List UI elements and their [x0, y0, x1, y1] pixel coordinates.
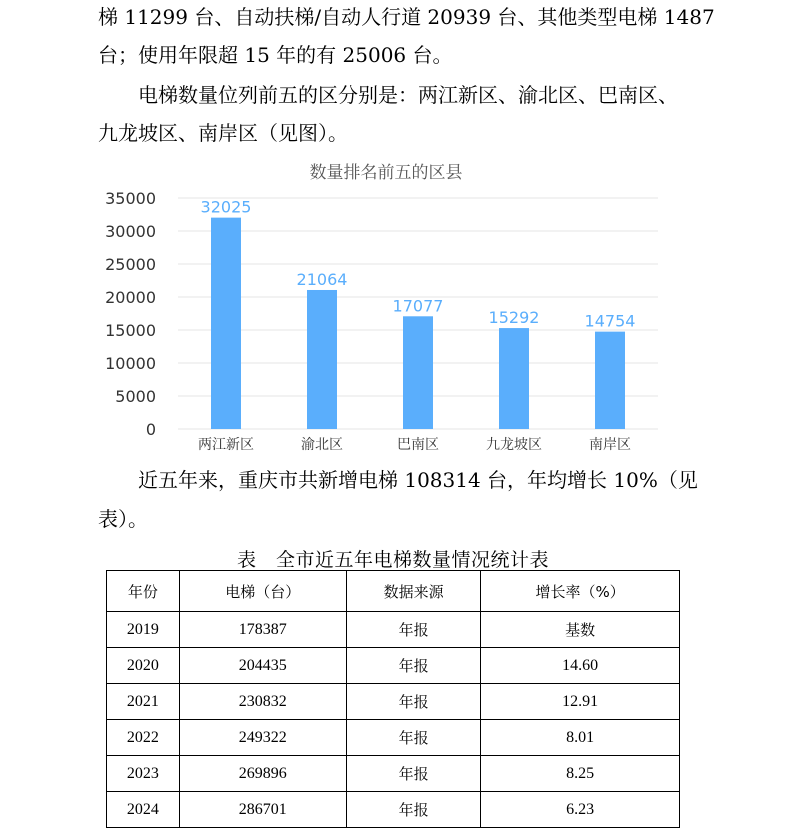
bar-value-label: 32025 — [200, 197, 252, 217]
bar — [211, 218, 241, 429]
bar — [595, 332, 625, 429]
cell-elevators: 204435 — [179, 648, 346, 684]
table-row — [107, 648, 680, 684]
cell-year: 2023 — [107, 756, 180, 792]
y-tick-label: 10000 — [105, 354, 156, 373]
x-tick-label: 南岸区 — [589, 437, 631, 453]
bar-chart-svg — [98, 150, 668, 460]
header-elevators: 电梯（台） — [179, 571, 346, 612]
cell-source: 年报 — [346, 756, 480, 792]
x-tick-label: 渝北区 — [301, 437, 343, 453]
chart-title: 数量排名前五的区县 — [309, 163, 463, 183]
cell-growth: 8.25 — [481, 756, 680, 792]
cell-elevators: 269896 — [179, 756, 346, 792]
y-tick-label: 0 — [145, 420, 156, 439]
cell-elevators: 249322 — [179, 720, 346, 756]
bar-value-label: 21064 — [296, 269, 348, 289]
bar — [403, 316, 433, 429]
table-row — [107, 684, 680, 720]
bar — [499, 328, 529, 429]
y-tick-label: 20000 — [105, 288, 156, 307]
cell-growth: 8.01 — [481, 720, 680, 756]
paragraph-line: 表）。 — [98, 507, 148, 531]
cell-source: 年报 — [346, 720, 480, 756]
cell-year: 2019 — [107, 612, 180, 648]
stats-table — [106, 570, 680, 828]
bar-value-label: 15292 — [488, 308, 540, 328]
cell-elevators: 286701 — [179, 792, 346, 828]
paragraph-line: 九龙坡区、南岸区（见图）。 — [98, 121, 348, 145]
x-tick-label: 巴南区 — [397, 437, 439, 453]
y-tick-label: 25000 — [105, 255, 156, 274]
table-row — [107, 792, 680, 828]
y-tick-label: 30000 — [105, 222, 156, 241]
header-year: 年份 — [107, 571, 180, 612]
bar-value-label: 14754 — [584, 311, 636, 331]
bar — [307, 290, 337, 429]
cell-year: 2024 — [107, 792, 180, 828]
cell-growth: 12.91 — [481, 684, 680, 720]
table-row — [107, 756, 680, 792]
bar-value-label: 17077 — [392, 296, 444, 316]
cell-elevators: 230832 — [179, 684, 346, 720]
cell-growth: 14.60 — [481, 648, 680, 684]
cell-source: 年报 — [346, 684, 480, 720]
cell-growth: 基数 — [481, 612, 680, 648]
cell-year: 2020 — [107, 648, 180, 684]
paragraph-line: 电梯数量位列前五的区分别是：两江新区、渝北区、巴南区、 — [98, 83, 678, 107]
x-tick-label: 九龙坡区 — [486, 437, 542, 453]
cell-elevators: 178387 — [179, 612, 346, 648]
cell-growth: 6.23 — [481, 792, 680, 828]
table-header-row — [107, 571, 680, 612]
header-source: 数据来源 — [346, 571, 480, 612]
x-tick-label: 两江新区 — [198, 437, 254, 453]
paragraph-line: 梯 11299 台、自动扶梯/自动人行道 20939 台、其他类型电梯 1487 — [98, 5, 715, 29]
table-row — [107, 612, 680, 648]
table-caption: 表 全市近五年电梯数量情况统计表 — [236, 549, 549, 571]
table-row — [107, 720, 680, 756]
y-tick-label: 5000 — [115, 387, 156, 406]
header-growth: 增长率（%） — [481, 571, 680, 612]
cell-source: 年报 — [346, 648, 480, 684]
cell-source: 年报 — [346, 792, 480, 828]
paragraph-line: 台；使用年限超 15 年的有 25006 台。 — [98, 43, 453, 67]
cell-year: 2022 — [107, 720, 180, 756]
cell-source: 年报 — [346, 612, 480, 648]
paragraph-line: 近五年来，重庆市共新增电梯 108314 台，年均增长 10%（见 — [98, 468, 698, 492]
cell-year: 2021 — [107, 684, 180, 720]
bar-chart — [98, 150, 668, 460]
y-tick-label: 35000 — [105, 189, 156, 208]
y-tick-label: 15000 — [105, 321, 156, 340]
